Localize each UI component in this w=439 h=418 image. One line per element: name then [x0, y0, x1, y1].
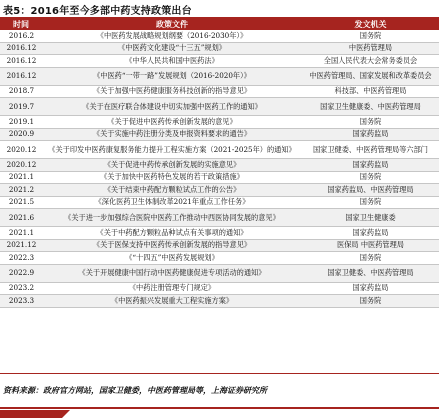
- table-row: [0, 85, 439, 98]
- row-authority: 国务院: [302, 116, 439, 129]
- table-row: [0, 295, 439, 308]
- row-authority: 国家药监局: [302, 159, 439, 172]
- row-policy: 《关于印发中医药康复服务能力提升工程实施方案（2021-2025年）的通知》: [42, 141, 302, 159]
- table-row: [0, 209, 439, 227]
- row-policy: 《关于加强中医药健康服务科技创新的指导意见》: [42, 85, 302, 98]
- row-policy: 《关于加快中医药特色发展的若干政策措施》: [42, 171, 302, 184]
- row-date: 2021.1: [0, 171, 42, 184]
- row-policy: 《中医药“一带一路”发展规划（2016-2020年）》: [42, 67, 302, 85]
- row-date: 2016.12: [0, 67, 42, 85]
- row-policy: 《关于开展健康中国行动中医药健康促进专项活动的通知》: [42, 264, 302, 282]
- footer-block: [0, 410, 62, 418]
- table-row: [0, 239, 439, 252]
- table-row: [0, 252, 439, 265]
- row-authority: 国家药监局、中医药管理局: [302, 184, 439, 197]
- table-bottom-rule: [0, 373, 439, 374]
- row-authority: 中医药管理局、国家发展和改革委员会: [302, 67, 439, 85]
- row-policy: 《中医药振兴发展重大工程实施方案》: [42, 295, 302, 308]
- row-authority: 国家卫健委、中医药管理局等六部门: [302, 141, 439, 159]
- table-row: [0, 42, 439, 55]
- row-date: 2020.12: [0, 159, 42, 172]
- row-date: 2022.9: [0, 264, 42, 282]
- row-authority: 国务院: [302, 196, 439, 209]
- row-authority: 医保局 中医药管理局: [302, 239, 439, 252]
- row-authority: 国家卫健委、中医药管理局: [302, 264, 439, 282]
- row-policy: 《关于在医疗联合体建设中切实加强中医药工作的通知》: [42, 98, 302, 116]
- table-row: [0, 98, 439, 116]
- row-policy: 《中药注册管理专门规定》: [42, 282, 302, 295]
- row-policy: 《关于结束中药配方颗粒试点工作的公告》: [42, 184, 302, 197]
- row-date: 2020.9: [0, 128, 42, 141]
- row-authority: 国家卫生健康委: [302, 209, 439, 227]
- table-header-row: [0, 19, 439, 30]
- table-row: [0, 116, 439, 129]
- row-policy: 《“十四五”中医药发展规划》: [42, 252, 302, 265]
- row-policy: 《中医药文化建设“十三五”规划》: [42, 42, 302, 55]
- table-row: [0, 227, 439, 240]
- header-issuing-authority: 发文机关: [302, 19, 439, 30]
- row-authority: 国务院: [302, 252, 439, 265]
- table-row: [0, 264, 439, 282]
- table-row: [0, 30, 439, 42]
- table-row: [0, 141, 439, 159]
- footer-rule: [0, 407, 439, 409]
- row-policy: 《深化医药卫生体制改革2021年重点工作任务》: [42, 196, 302, 209]
- row-date: 2020.12: [0, 141, 42, 159]
- footer-triangle: [62, 410, 70, 418]
- row-authority: 全国人民代表大会常务委员会: [302, 55, 439, 68]
- row-authority: 科技部、中医药管理局: [302, 85, 439, 98]
- row-authority: 国家药监局: [302, 227, 439, 240]
- row-policy: 《关于进一步加强综合医院中医药工作推动中西医协同发展的意见》: [42, 209, 302, 227]
- row-authority: 国务院: [302, 30, 439, 42]
- row-policy: 《中华人民共和国中医药法》: [42, 55, 302, 68]
- row-policy: 《关于中药配方颗粒品种试点有关事项的通知》: [42, 227, 302, 240]
- table-row: [0, 55, 439, 68]
- row-date: 2016.12: [0, 42, 42, 55]
- row-authority: 国家卫生健康委、中医药管理局: [302, 98, 439, 116]
- row-date: 2021.6: [0, 209, 42, 227]
- row-date: 2019.1: [0, 116, 42, 129]
- header-time: 时间: [0, 19, 42, 30]
- row-date: 2016.12: [0, 55, 42, 68]
- row-policy: 《关于医保支持中医药传承创新发展的指导意见》: [42, 239, 302, 252]
- row-authority: 国家药监局: [302, 128, 439, 141]
- table-row: [0, 184, 439, 197]
- table-row: [0, 67, 439, 85]
- row-policy: 《关于促进中医药传承创新发展的意见》: [42, 116, 302, 129]
- row-date: 2021.1: [0, 227, 42, 240]
- row-date: 2019.7: [0, 98, 42, 116]
- footer-decoration: [0, 405, 439, 418]
- source-note: 资料来源：政府官方网站，国家卫健委，中医药管理局等，上海证券研究所: [3, 386, 267, 395]
- row-date: 2021.12: [0, 239, 42, 252]
- row-policy: 《关于促进中药传承创新发展的实施意见》: [42, 159, 302, 172]
- row-authority: 国家药监局: [302, 282, 439, 295]
- row-date: 2021.5: [0, 196, 42, 209]
- row-date: 2023.2: [0, 282, 42, 295]
- row-date: 2021.2: [0, 184, 42, 197]
- table-row: [0, 282, 439, 295]
- header-policy-document: 政策文件: [42, 19, 302, 30]
- row-date: 2018.7: [0, 85, 42, 98]
- table-row: [0, 159, 439, 172]
- row-authority: 国务院: [302, 295, 439, 308]
- row-authority: 国务院: [302, 171, 439, 184]
- row-policy: 《关于实施中药注册分类及申报资料要求的通告》: [42, 128, 302, 141]
- row-authority: 中医药管理局: [302, 42, 439, 55]
- row-policy: 《中医药发展战略规划纲要（2016-2030年）》: [42, 30, 302, 42]
- table-row: [0, 196, 439, 209]
- policy-table: [0, 19, 439, 308]
- table-row: [0, 128, 439, 141]
- row-date: 2023.3: [0, 295, 42, 308]
- table-title: 表5：2016年至今多部中药支持政策出台: [3, 6, 192, 17]
- row-date: 2022.3: [0, 252, 42, 265]
- table-row: [0, 171, 439, 184]
- row-date: 2016.2: [0, 30, 42, 42]
